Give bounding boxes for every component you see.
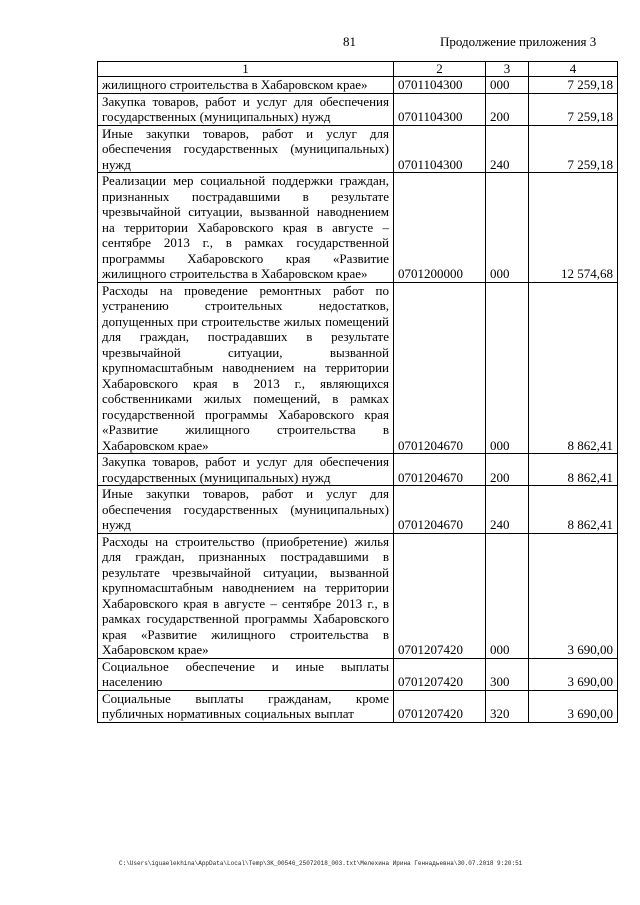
row-type-code: 000 — [486, 173, 529, 283]
table-row — [98, 77, 618, 94]
row-type-code: 200 — [486, 93, 529, 125]
row-code: 0701207420 — [394, 533, 486, 658]
budget-table — [97, 61, 618, 723]
row-amount: 7 259,18 — [529, 125, 618, 173]
row-code: 0701204670 — [394, 486, 486, 534]
table-row — [98, 533, 618, 658]
row-type-code: 320 — [486, 690, 529, 722]
row-code: 0701204670 — [394, 282, 486, 454]
column-header: 4 — [529, 62, 618, 77]
row-type-code: 240 — [486, 486, 529, 534]
column-header: 2 — [394, 62, 486, 77]
row-name: Иные закупки товаров, работ и услуг для обеспечения государственных (муниципальных) нужд — [98, 125, 394, 173]
row-amount: 3 690,00 — [529, 658, 618, 690]
table-row — [98, 454, 618, 486]
row-name: Закупка товаров, работ и услуг для обеспечения государственных (муниципальных) нужд — [98, 454, 394, 486]
row-amount: 7 259,18 — [529, 93, 618, 125]
table-row — [98, 173, 618, 283]
row-code: 0701200000 — [394, 173, 486, 283]
table-row — [98, 486, 618, 534]
row-name: Реализации мер социальной поддержки граждан, признанных пострадавшими в результате чрезвычайной ситуации, вызванной наводнением на территории Хабаровского края в августе – сентябре 2013 г., в рамках государственной программы Хабаровского края «Развитие жилищного строительства в Хабаровском крае» — [98, 173, 394, 283]
row-name: Иные закупки товаров, работ и услуг для обеспечения государственных (муниципальных) нужд — [98, 486, 394, 534]
row-code: 0701204670 — [394, 454, 486, 486]
table-body — [98, 62, 618, 723]
table-row — [98, 93, 618, 125]
row-type-code: 200 — [486, 454, 529, 486]
footer-file-path: C:\Users\iguaelekhina\AppData\Local\Temp\3K_00546_25072018_003.txt\Мелехина Ирина Геннадьевна\30.07.2018 9:20:51 — [119, 860, 523, 867]
row-type-code: 000 — [486, 77, 529, 94]
row-name: Закупка товаров, работ и услуг для обеспечения государственных (муниципальных) нужд — [98, 93, 394, 125]
row-amount: 12 574,68 — [529, 173, 618, 283]
table-row — [98, 658, 618, 690]
row-amount: 8 862,41 — [529, 454, 618, 486]
row-amount: 8 862,41 — [529, 282, 618, 454]
row-amount: 7 259,18 — [529, 77, 618, 94]
row-type-code: 240 — [486, 125, 529, 173]
row-code: 0701207420 — [394, 658, 486, 690]
row-name: Расходы на строительство (приобретение) жилья для граждан, признанных пострадавшими в результате чрезвычайной ситуации, вызванной крупномасштабным наводнением на территории Хабаровского края в августе – сентябре 2013 г., в рамках государственной программы Хабаровского края «Развитие жилищного строительства в Хабаровском крае» — [98, 533, 394, 658]
row-code: 0701104300 — [394, 93, 486, 125]
row-code: 0701207420 — [394, 690, 486, 722]
page-number: 81 — [343, 34, 356, 49]
row-amount: 3 690,00 — [529, 690, 618, 722]
table-row — [98, 125, 618, 173]
appendix-title: Продолжение приложения 3 — [440, 34, 597, 49]
table-row — [98, 282, 618, 454]
row-code: 0701104300 — [394, 77, 486, 94]
column-header: 3 — [486, 62, 529, 77]
row-name: Социальное обеспечение и иные выплаты населению — [98, 658, 394, 690]
row-name: жилищного строительства в Хабаровском крае» — [98, 77, 394, 94]
table-row — [98, 690, 618, 722]
row-type-code: 000 — [486, 533, 529, 658]
column-header: 1 — [98, 62, 394, 77]
row-amount: 8 862,41 — [529, 486, 618, 534]
row-name: Расходы на проведение ремонтных работ по устранению строительных недостатков, допущенных при строительстве жилых помещений для граждан, пострадавших в результате чрезвычайной ситуации, вызванной крупномасштабным наводнением на территории Хабаровского края в 2013 г., являющихся собственниками жилых помещений, в рамках государственной программы Хабаровского края «Развитие жилищного строительства в Хабаровском крае» — [98, 282, 394, 454]
row-type-code: 000 — [486, 282, 529, 454]
row-amount: 3 690,00 — [529, 533, 618, 658]
row-code: 0701104300 — [394, 125, 486, 173]
row-name: Социальные выплаты гражданам, кроме публичных нормативных социальных выплат — [98, 690, 394, 722]
column-number-row — [98, 62, 618, 77]
row-type-code: 300 — [486, 658, 529, 690]
